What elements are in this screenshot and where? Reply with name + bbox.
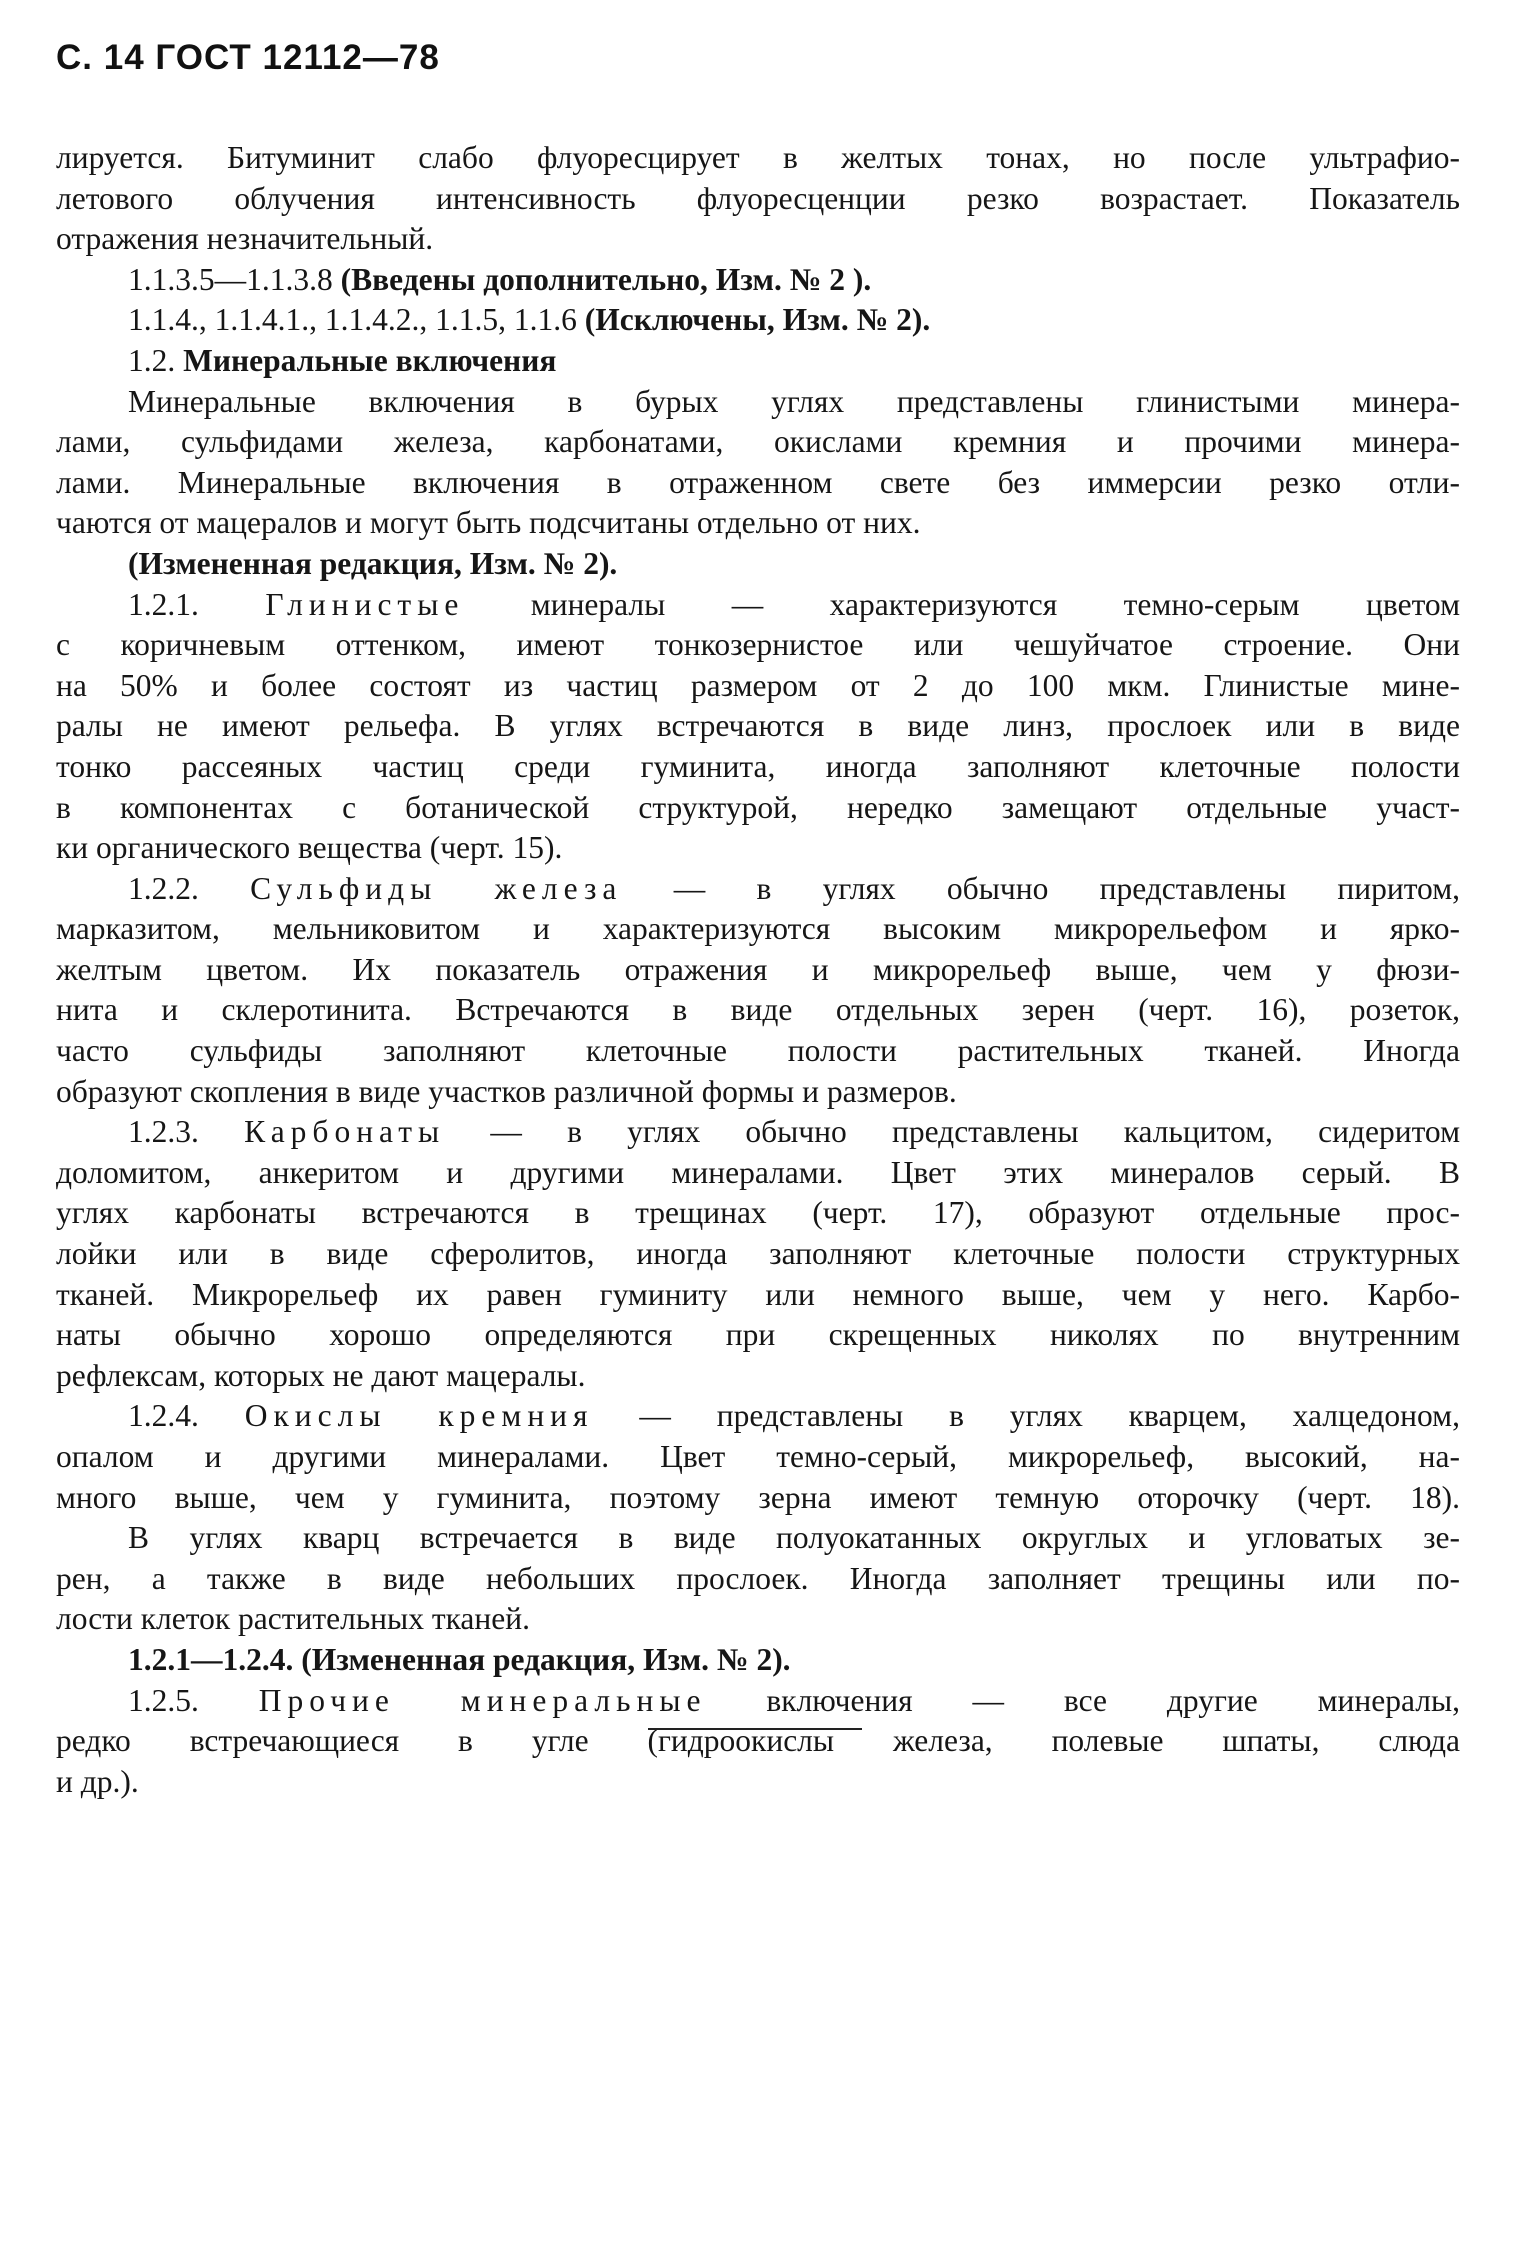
text-line: наты обычно хорошо определяются при скрещенных николях по внутренним [56, 1317, 1460, 1353]
document-body [56, 138, 1460, 1802]
text-line: лойки или в виде сферолитов, иногда заполняют клеточные полости структурных [56, 1236, 1460, 1272]
text-line: на 50% и более состоят из частиц размером от 2 до 100 мкм. Глинистые мине- [56, 667, 1460, 703]
page-header: С. 14 ГОСТ 12112—78 [56, 38, 440, 77]
clause-number: 1.2.5. [128, 1682, 259, 1718]
text-line: В углях кварц встречается в виде полуокатанных округлых и угловатых зе- [128, 1520, 1460, 1556]
amendment-text: (Исключены, Изм. № 2). [584, 302, 931, 338]
text-line: лами. Минеральные включения в отраженном свете без иммерсии резко отли- [56, 464, 1460, 500]
end-divider [648, 1728, 862, 1730]
section-heading [56, 341, 1460, 382]
section-title: Минеральные включения [183, 342, 557, 378]
clause-text: — в углях обычно представлены пиритом, [622, 870, 1460, 906]
text-line: желтым цветом. Их показатель отражения и микрорельеф выше, чем у фюзи- [56, 951, 1460, 987]
clause-line [56, 1681, 1460, 1722]
clause-number: 1.2. [128, 342, 184, 378]
text-line: ки органического вещества (черт. 15). [56, 830, 563, 866]
text-line: часто сульфиды заполняют клеточные полости растительных тканей. Иногда [56, 1033, 1460, 1069]
text-line: лируется. Битуминит слабо флуоресцирует в желтых тонах, но после ультрафио- [56, 140, 1460, 175]
clause-line [56, 585, 1460, 626]
text-line: рефлексам, которых не дают мацералы. [56, 1357, 586, 1393]
amendment-note [56, 260, 1460, 301]
text-line: лости клеток растительных тканей. [56, 1601, 530, 1637]
text-line: чаются от мацералов и могут быть подсчитаны отдельно от них. [56, 505, 921, 541]
term: Окислы кремния [244, 1398, 594, 1434]
text-line: углях карбонаты встречаются в трещинах (черт. 17), образуют отдельные прос- [56, 1195, 1460, 1231]
clause-text: минералы — характеризуются темно-серым цветом [464, 586, 1460, 622]
text-line: много выше, чем у гуминита, поэтому зерна имеют темную оторочку (черт. 18). [56, 1479, 1460, 1515]
text-line: лами, сульфидами железа, карбонатами, окислами кремния и прочими минера- [56, 424, 1460, 460]
clause-line [56, 1112, 1460, 1153]
text-line: марказитом, мельниковитом и характеризуются высоким микрорельефом и ярко- [56, 911, 1460, 947]
text-line: тонко рассеяных частиц среди гуминита, иногда заполняют клеточные полости [56, 748, 1460, 784]
amendment-note: 1.2.1—1.2.4. (Измененная редакция, Изм. № 2). [128, 1641, 791, 1677]
clause-line [56, 869, 1460, 910]
clause-number: 1.2.1. [128, 586, 266, 622]
text-line: образуют скопления в виде участков различной формы и размеров. [56, 1073, 957, 1109]
amendment-note [56, 300, 1460, 341]
text-line: в компонентах с ботанической структурой, нередко замещают отдельные участ- [56, 789, 1460, 825]
amendment-note: (Измененная редакция, Изм. № 2). [128, 545, 618, 581]
text-line: ралы не имеют рельефа. В углях встречаются в виде линз, прослоек или в виде [56, 708, 1460, 744]
text-line: Минеральные включения в бурых углях представлены глинистыми минера- [128, 383, 1460, 419]
term: Сульфиды железа [250, 870, 623, 906]
text-line: рен, а также в виде небольших прослоек. Иногда заполняет трещины или по- [56, 1560, 1460, 1596]
clause-number: 1.2.3. [128, 1114, 245, 1150]
clause-text: — в углях обычно представлены кальцитом, сидеритом [445, 1114, 1460, 1150]
text-line: тканей. Микрорельеф их равен гуминиту или немного выше, чем у него. Карбо- [56, 1276, 1460, 1312]
term: Прочие минеральные [258, 1682, 707, 1718]
text-line: отражения незначительный. [56, 221, 434, 257]
text-line: с коричневым оттенком, имеют тонкозернистое или чешуйчатое строение. Они [56, 627, 1460, 663]
clause-line [56, 1396, 1460, 1437]
amendment-text: (Введены дополнительно, Изм. № 2 ). [340, 261, 872, 297]
clause-number: 1.2.2. [128, 870, 251, 906]
text-line: летового облучения интенсивность флуоресценции резко возрастает. Показатель [56, 180, 1460, 216]
clause-number: 1.1.3.5—1.1.3.8 [128, 261, 341, 297]
clause-number: 1.1.4., 1.1.4.1., 1.1.4.2., 1.1.5, 1.1.6 [128, 302, 585, 338]
text-line: редко встречающиеся в угле (гидроокислы железа, полевые шпаты, слюда [56, 1723, 1460, 1759]
text-line: доломитом, анкеритом и другими минералами. Цвет этих минералов серый. В [56, 1154, 1460, 1190]
text-line: и др.). [56, 1763, 139, 1799]
clause-text: включения — все другие минералы, [706, 1682, 1460, 1718]
clause-number: 1.2.4. [128, 1398, 245, 1434]
clause-text: — представлены в углях кварцем, халцедоном, [593, 1398, 1460, 1434]
text-line: опалом и другими минералами. Цвет темно-серый, микрорельеф, высокий, на- [56, 1439, 1460, 1474]
text-line: нита и склеротинита. Встречаются в виде отдельных зерен (черт. 16), розеток, [56, 992, 1460, 1028]
term: Карбонаты [244, 1114, 446, 1150]
term: Глинистые [265, 586, 465, 622]
